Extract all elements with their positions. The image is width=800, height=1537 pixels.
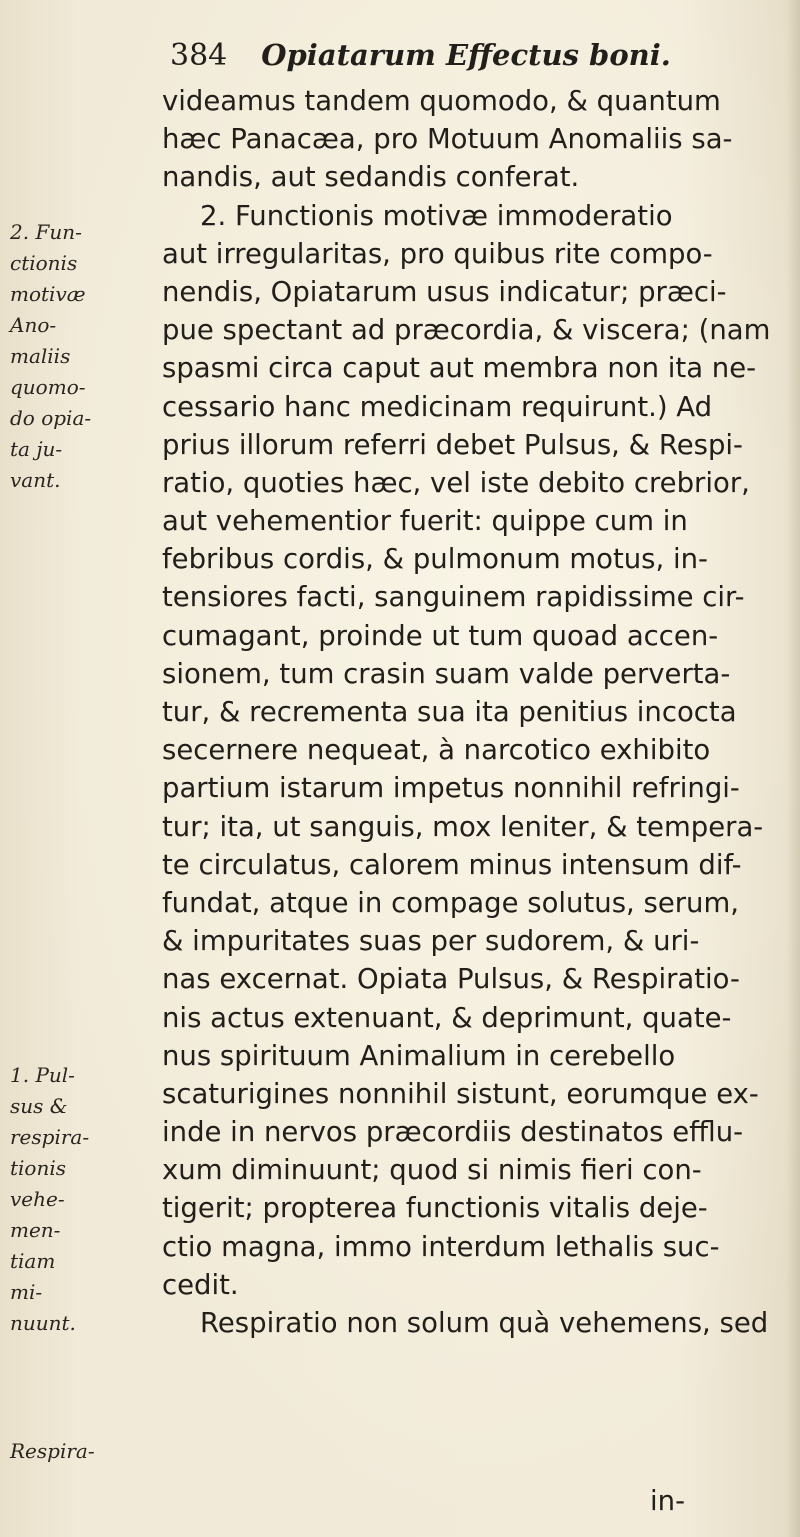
text-line: nis actus extenuant, & deprimunt, quate- — [162, 1001, 732, 1034]
margin-note-line: 2. Fun- — [10, 220, 82, 244]
text-line: ctio magna, immo interdum lethalis suc- — [162, 1230, 720, 1263]
text-line: tur, & recrementa sua ita penitius incocta — [162, 696, 737, 728]
text-line: aut irregularitas, pro quibus rite compo- — [162, 237, 713, 270]
text-line: cumagant, proinde ut tum quoad accen- — [162, 619, 719, 652]
text-line: ratio, quoties hæc, vel iste debito crebrior, — [162, 466, 750, 499]
margin-note-line: respira- — [10, 1125, 90, 1149]
text-line: febribus cordis, & pulmonum motus, in- — [162, 543, 708, 576]
margin-note-line: tionis — [10, 1156, 67, 1180]
margin-note-pulsus — [10, 1060, 89, 1339]
text-line: Respiratio non solum quà vehemens, sed — [200, 1307, 769, 1339]
margin-note-line: do opia- — [10, 406, 92, 430]
text-line: scaturigines nonnihil sistunt, eorumque ex- — [162, 1077, 759, 1110]
text-line: aut vehementior fuerit: quippe cum in — [162, 505, 688, 538]
margin-note-line: vehe- — [10, 1187, 65, 1211]
margin-note-line: maliis — [10, 344, 71, 368]
margin-note-respiratio — [10, 1436, 95, 1467]
text-line: sionem, tum crasin suam valde perverta- — [162, 657, 731, 690]
text-line: tigerit; propterea functionis vitalis deje- — [162, 1192, 708, 1225]
text-line: & impuritates suas per sudorem, & uri- — [162, 925, 700, 958]
text-line: nas excernat. Opiata Pulsus, & Respiratio- — [162, 963, 740, 996]
text-line: fundat, atque in compage solutus, serum, — [162, 886, 740, 919]
margin-note-line: mi- — [10, 1280, 43, 1304]
margin-note-line: vant. — [10, 468, 61, 492]
text-line: nus spirituum Animalium in cerebello — [162, 1039, 676, 1072]
margin-note-line: motivæ — [10, 282, 86, 306]
margin-note-functionis — [10, 217, 91, 496]
margin-note-line: ctionis — [10, 251, 78, 275]
margin-note-line: 1. Pul- — [10, 1063, 75, 1087]
text-line: xum diminuunt; quod si nimis fieri con- — [162, 1154, 702, 1187]
text-line: te circulatus, calorem minus intensum dif- — [162, 848, 742, 881]
text-line: tensiores facti, sanguinem rapidissime cir- — [162, 581, 745, 614]
text-line: videamus tandem quomodo, & quantum — [162, 85, 721, 117]
margin-note-line: ta ju- — [10, 437, 63, 461]
page-number: 384 — [170, 38, 228, 73]
margin-note-line: Ano- — [10, 313, 57, 337]
text-line: secernere nequeat, à narcotico exhibito — [162, 734, 711, 767]
text-line: inde in nervos præcordiis destinatos efflu- — [162, 1116, 744, 1149]
text-line: prius illorum referri debet Pulsus, & Respi- — [162, 428, 743, 461]
text-line: cedit. — [162, 1268, 239, 1301]
margin-note-line: sus & — [10, 1094, 68, 1118]
text-line: partium istarum impetus nonnihil refringi- — [162, 772, 740, 805]
text-line: tur; ita, ut sanguis, mox leniter, & tempera- — [162, 810, 764, 843]
body-text — [162, 82, 800, 1342]
text-line: pue spectant ad præcordia, & viscera; (nam — [162, 314, 771, 347]
margin-note-line: quomo- — [10, 375, 86, 399]
margin-note-line: Respira- — [10, 1439, 95, 1463]
text-line: hæc Panacæa, pro Motuum Anomaliis sa- — [162, 123, 733, 156]
text-line: cessario hanc medicinam requirunt.) Ad — [162, 390, 713, 423]
text-line: nandis, aut sedandis conferat. — [162, 161, 580, 194]
margin-note-line: nuunt. — [10, 1311, 76, 1335]
catchword: in- — [650, 1485, 685, 1517]
margin-note-line: tiam — [10, 1249, 56, 1273]
text-line: nendis, Opiatarum usus indicatur; præci- — [162, 275, 727, 308]
margin-note-line: men- — [10, 1218, 61, 1242]
page-header — [170, 38, 671, 86]
running-title: Opiatarum Effectus boni. — [261, 38, 671, 72]
text-line: spasmi circa caput aut membra non ita ne- — [162, 352, 757, 385]
text-line: 2. Functionis motivæ immoderatio — [200, 199, 673, 232]
